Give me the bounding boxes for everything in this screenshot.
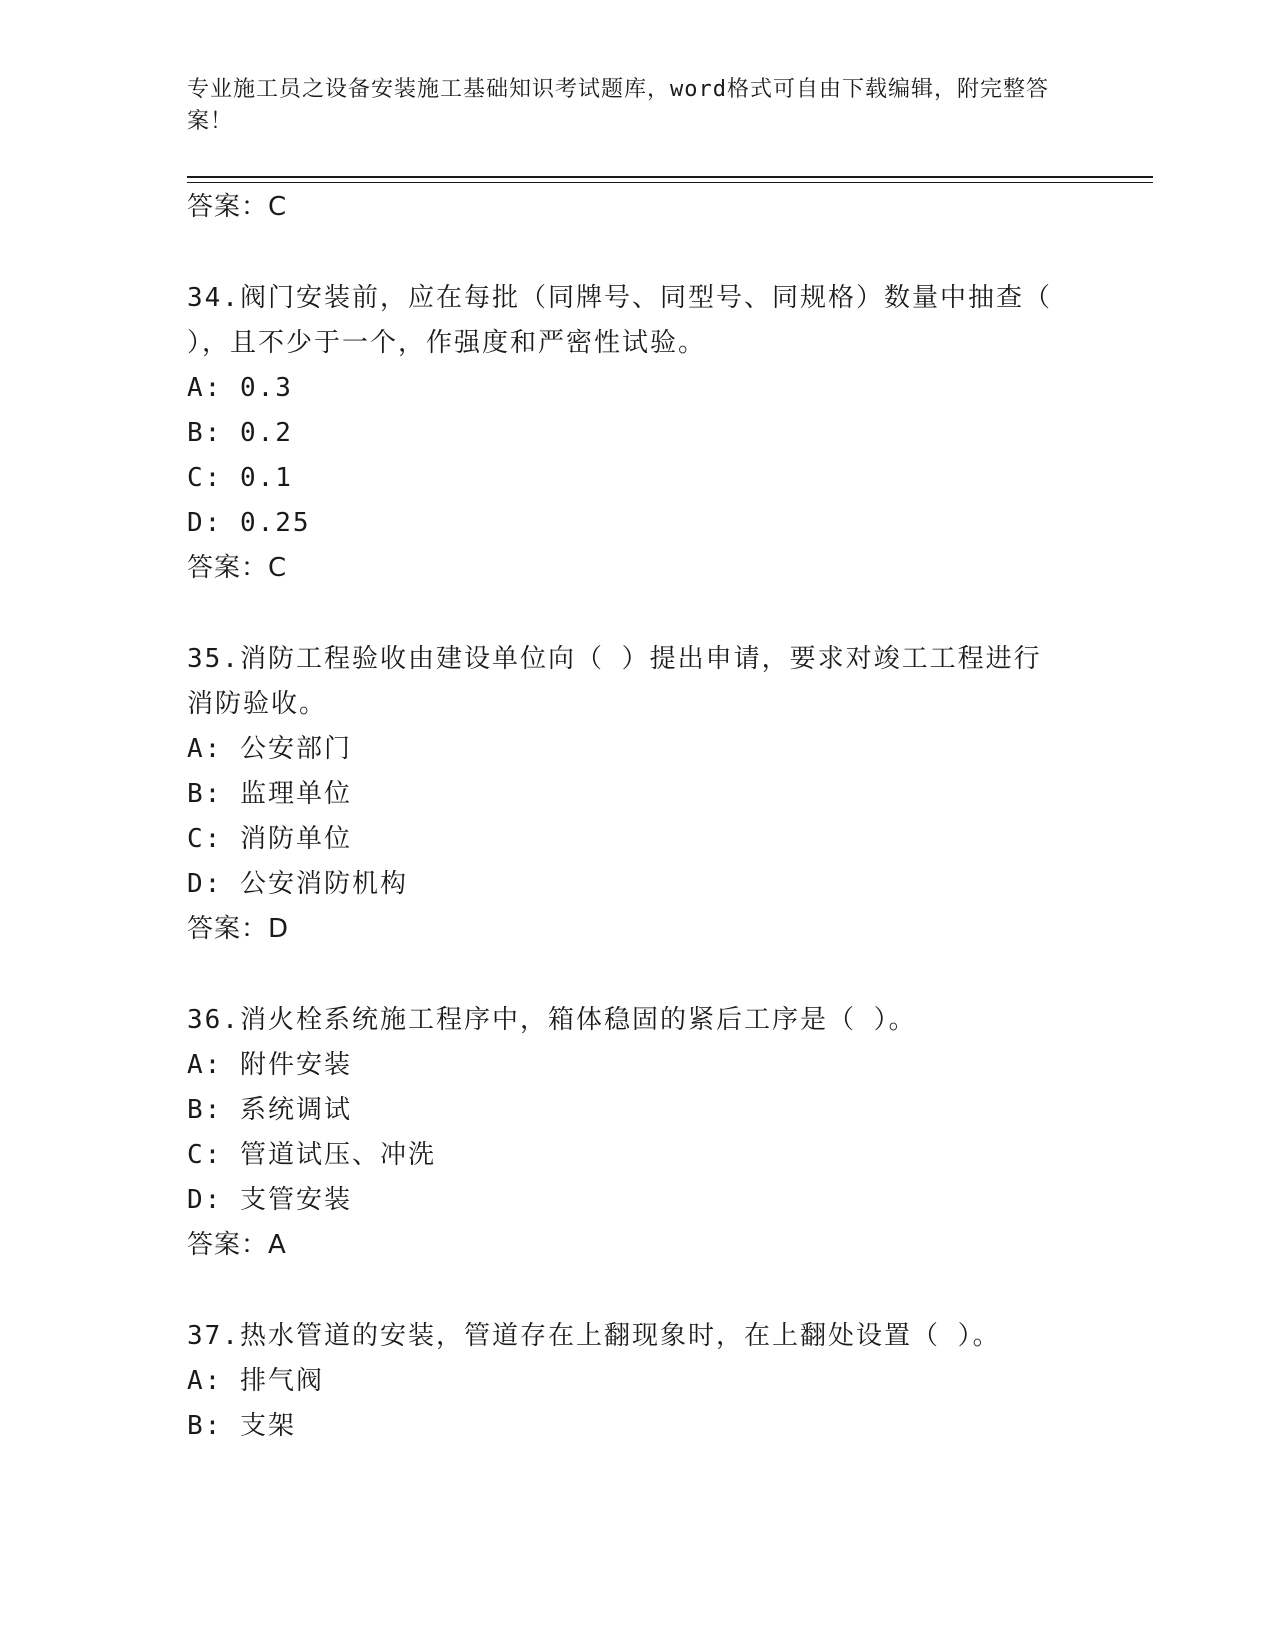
question-35-option-b: B: 监理单位 (187, 779, 352, 809)
question-37-option-b: B: 支架 (187, 1411, 296, 1441)
question-35-stem-cont: 消防验收。 (187, 689, 328, 719)
question-36-option-b: B: 系统调试 (187, 1095, 352, 1125)
question-34-answer: 答案：C (187, 553, 288, 583)
question-34-option-b: B: 0.2 (187, 418, 293, 448)
header-divider-thin (187, 182, 1153, 183)
question-34-option-d: D: 0.25 (187, 508, 311, 538)
question-35-option-c: C: 消防单位 (187, 824, 352, 854)
question-36-stem: 36.消火栓系统施工程序中，箱体稳固的紧后工序是（ ）。 (187, 1005, 917, 1035)
question-37-option-a: A: 排气阀 (187, 1366, 324, 1396)
document-header: 专业施工员之设备安装施工基础知识考试题库，word格式可自由下载编辑，附完整答案！ (187, 77, 1049, 134)
answer-line: 答案：C (187, 192, 288, 222)
question-35-option-d: D: 公安消防机构 (187, 869, 408, 899)
question-36-option-c: C: 管道试压、冲洗 (187, 1140, 436, 1170)
header-divider (187, 176, 1153, 178)
question-34-stem-cont: ），且不少于一个，作强度和严密性试验。 (187, 328, 707, 358)
question-35-option-a: A: 公安部门 (187, 734, 352, 764)
question-35-stem: 35.消防工程验收由建设单位向（ ）提出申请，要求对竣工工程进行 (187, 644, 1042, 674)
question-36-answer: 答案：A (187, 1230, 287, 1260)
question-36-option-a: A: 附件安装 (187, 1050, 352, 1080)
question-35-answer: 答案：D (187, 914, 290, 944)
question-37-stem: 37.热水管道的安装，管道存在上翻现象时，在上翻处设置（ ）。 (187, 1321, 1001, 1351)
question-36-option-d: D: 支管安装 (187, 1185, 352, 1215)
question-34-option-c: C: 0.1 (187, 463, 293, 493)
question-34-option-a: A: 0.3 (187, 373, 293, 403)
question-34-stem: 34.阀门安装前，应在每批（同牌号、同型号、同规格）数量中抽查（ (187, 283, 1052, 313)
